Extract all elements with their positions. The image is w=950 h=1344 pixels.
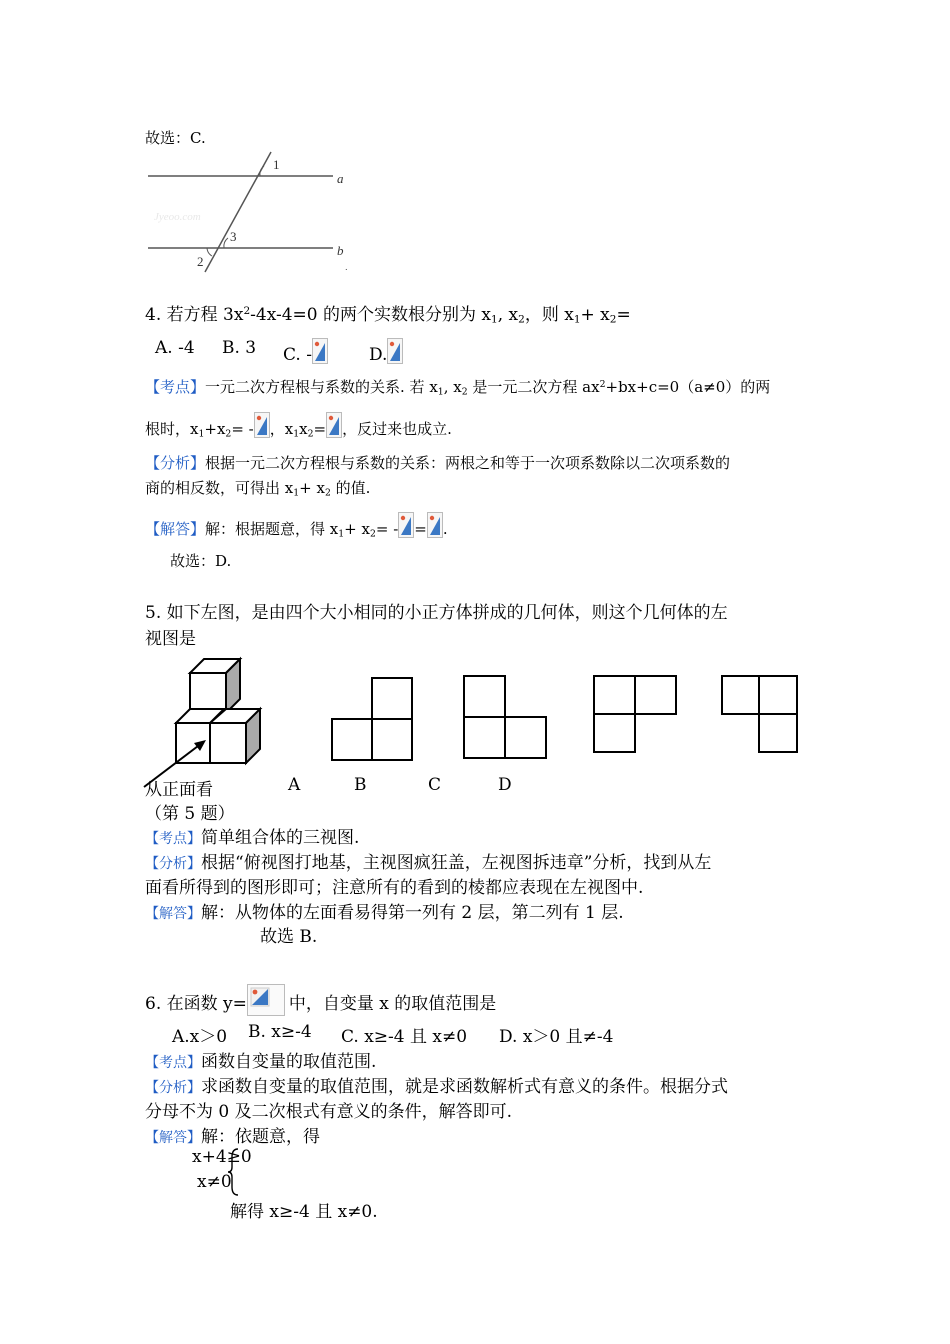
q6-stem: 6. 在函数 y= 中，自变量 x 的取值范围是 bbox=[145, 984, 496, 1016]
q6-option-d: D. x＞0 且≠-4 bbox=[499, 1027, 614, 1047]
q3-answer: 故选：C. bbox=[145, 129, 206, 147]
watermark: Jyeoo.com bbox=[154, 211, 201, 223]
q5-caption: （第 5 题） bbox=[145, 804, 235, 824]
fenxi-tag: 【分析】 bbox=[145, 856, 201, 872]
angle-3-label: 3 bbox=[230, 229, 237, 244]
cube-solid-figure bbox=[140, 655, 270, 790]
function-image-icon bbox=[247, 984, 285, 1016]
option-a-label: A bbox=[288, 775, 301, 795]
q4-option-b: B. 3 bbox=[222, 338, 257, 358]
fraction-image-icon bbox=[427, 512, 443, 538]
q5-fenxi-line1: 【分析】根据“俯视图打地基，主视图疯狂盖，左视图拆违章”分析，找到从左 bbox=[145, 853, 712, 873]
fenxi-tag: 【分析】 bbox=[145, 1080, 201, 1096]
q4-fenxi-line2: 商的相反数，可得出 $x_1+ x_2$ 的值. bbox=[145, 479, 371, 499]
option-c-figure bbox=[592, 674, 678, 754]
option-a-figure bbox=[330, 676, 414, 762]
q6-jieda: 【解答】解：依题意，得 bbox=[145, 1127, 320, 1147]
q6-option-b: B. x≥-4 bbox=[248, 1022, 312, 1042]
fraction-image-icon bbox=[387, 338, 403, 364]
q4-answer: 故选：D. bbox=[170, 552, 232, 570]
q5-stem-line1: 5. 如下左图，是由四个大小相同的小正方体拼成的几何体，则这个几何体的左 bbox=[145, 603, 728, 623]
kaodian-tag: 【考点】 bbox=[145, 831, 201, 847]
q6-condition-2: x≠0 bbox=[197, 1172, 232, 1192]
q5-stem-line2: 视图是 bbox=[145, 629, 196, 649]
angle-2-label: 2 bbox=[197, 254, 204, 269]
jieda-tag: 【解答】 bbox=[145, 906, 201, 922]
svg-text:.: . bbox=[345, 263, 348, 272]
q4-stem: 4. 若方程 $3x^2-4x-4=0$ 的两个实数根分别为 $x_1$, $x_2$，则 $x_1+ x_2=$ bbox=[145, 305, 631, 326]
q4-option-d: D. bbox=[369, 338, 403, 365]
q6-condition-1: x+4≥0 bbox=[192, 1147, 252, 1167]
kaodian-tag: 【考点】 bbox=[145, 1055, 201, 1071]
q5-fenxi-line2: 面看所得到的图形即可；注意所有的看到的棱都应表现在左视图中. bbox=[145, 878, 644, 898]
option-d-figure bbox=[720, 674, 800, 754]
q4-jieda: 【解答】解：根据题意，得 $x_1+ x_2=$ - = . bbox=[145, 512, 448, 539]
front-view-label: 从正面看 bbox=[145, 780, 213, 800]
fraction-image-icon bbox=[326, 412, 342, 438]
q6-option-c: C. x≥-4 且 x≠0 bbox=[341, 1027, 468, 1047]
q5-answer: 故选 B. bbox=[260, 927, 318, 947]
kaodian-tag: 【考点】 bbox=[145, 378, 206, 396]
option-b-label: B bbox=[354, 775, 367, 795]
q4-kaodian-line2: 根时，$x_1+x_2=$ - ，$x_1x_2=$ ，反过来也成立. bbox=[145, 412, 452, 439]
q4-option-c: C. - bbox=[283, 338, 328, 365]
line-a-label: a bbox=[337, 171, 344, 186]
jieda-tag: 【解答】 bbox=[145, 520, 206, 538]
q6-kaodian: 【考点】函数自变量的取值范围. bbox=[145, 1052, 377, 1072]
q6-option-a: A.x＞0 bbox=[172, 1027, 228, 1047]
line-b-label: b bbox=[337, 243, 344, 258]
fraction-image-icon bbox=[312, 338, 328, 364]
fenxi-tag: 【分析】 bbox=[145, 454, 206, 472]
q5-jieda: 【解答】解：从物体的左面看易得第一列有 2 层，第二列有 1 层. bbox=[145, 903, 624, 923]
q4-kaodian-line1: 【考点】一元二次方程根与系数的关系. 若 $x_1$, $x_2$ 是一元二次方程 $ax^2+bx+c=0(a\ne 0)$的两 bbox=[145, 378, 771, 398]
q4-option-a: A. -4 bbox=[155, 338, 195, 358]
fraction-image-icon bbox=[254, 412, 270, 438]
option-b-figure bbox=[462, 674, 548, 760]
q6-fenxi-line1: 【分析】求函数自变量的取值范围，就是求函数解析式有意义的条件。根据分式 bbox=[145, 1077, 728, 1097]
option-c-label: C bbox=[428, 775, 442, 795]
q6-result: 解得 x≥-4 且 x≠0. bbox=[230, 1202, 378, 1222]
brace-icon bbox=[226, 1147, 242, 1197]
jieda-tag: 【解答】 bbox=[145, 1130, 201, 1146]
q5-kaodian: 【考点】简单组合体的三视图. bbox=[145, 828, 360, 848]
q6-fenxi-line2: 分母不为 0 及二次根式有意义的条件，解答即可. bbox=[145, 1102, 513, 1122]
angle-1-label: 1 bbox=[273, 157, 280, 172]
option-d-label: D bbox=[498, 775, 512, 795]
fraction-image-icon bbox=[398, 512, 414, 538]
parallel-lines-figure bbox=[140, 148, 360, 278]
q4-fenxi-line1: 【分析】根据一元二次方程根与系数的关系：两根之和等于一次项系数除以二次项系数的 bbox=[145, 454, 731, 472]
